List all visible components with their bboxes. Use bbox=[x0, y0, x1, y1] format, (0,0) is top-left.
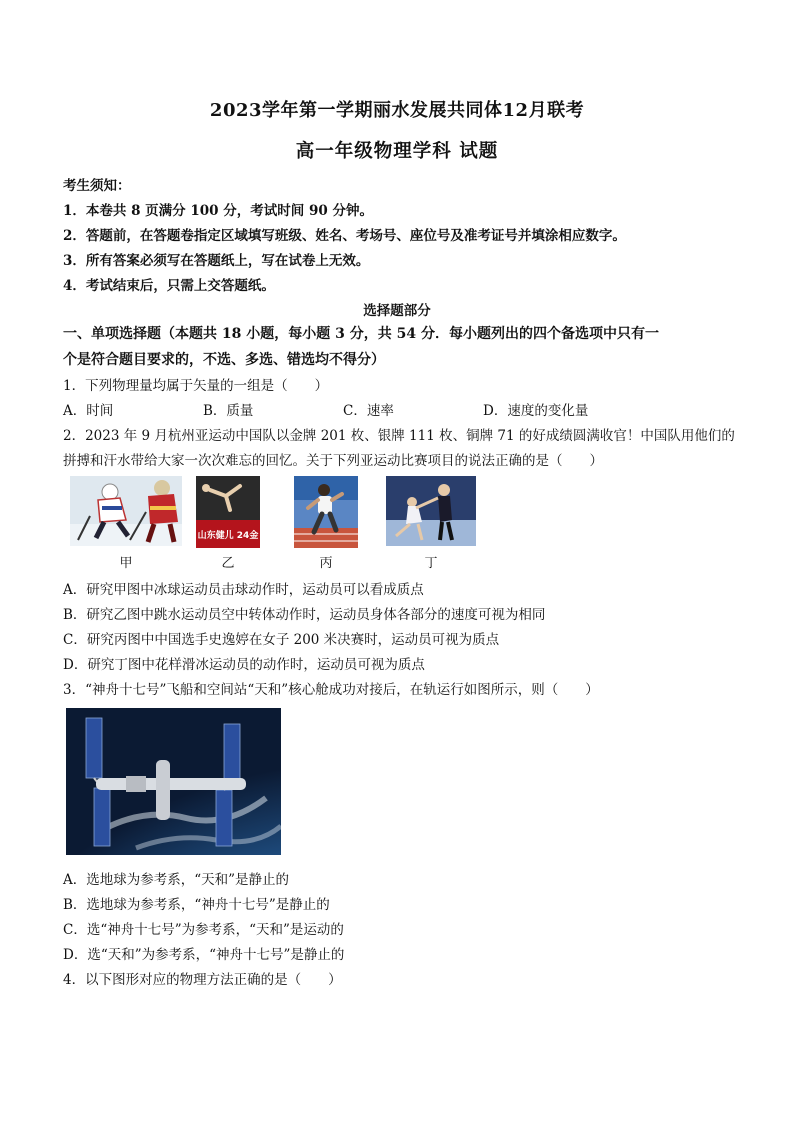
q2-image-yi-diving bbox=[196, 476, 260, 548]
notice-item-3: 3．所有答案必须写在答题纸上，写在试卷上无效。 bbox=[63, 253, 370, 269]
exam-subtitle: 高一年级物理学科 试题 bbox=[295, 141, 499, 162]
notice-item-4: 4．考试结束后，只需上交答题纸。 bbox=[63, 278, 275, 294]
q3-option-a: A．选地球为参考系，“天和”是静止的 bbox=[63, 872, 290, 888]
q3-stem: 3．“神舟十七号”飞船和空间站“天和”核心舱成功对接后，在轨运行如图所示，则（ ） bbox=[63, 682, 599, 698]
q2-image-yi-caption: 山东健儿 24金 bbox=[197, 531, 259, 541]
section-title: 选择题部分 bbox=[363, 303, 431, 319]
q3-option-c: C．选“神舟十七号”为参考系，“天和”是运动的 bbox=[63, 922, 344, 938]
section-instruction-2: 个是符合题目要求的，不选、多选、错选均不得分） bbox=[63, 352, 385, 368]
q2-caption-ding: 丁 bbox=[424, 556, 438, 571]
q1-stem: 1．下列物理量均属于矢量的一组是（ ） bbox=[63, 378, 329, 394]
q2-caption-jia: 甲 bbox=[119, 556, 133, 571]
q2-image-bing-sprint bbox=[294, 476, 358, 548]
q2-stem-line1: 2．2023 年 9 月杭州亚运动中国队以金牌 201 枚、银牌 111 枚、铜牌 71 的好成绩圆满收官！中国队用他们的 bbox=[63, 428, 735, 444]
q3-option-b: B．选地球为参考系，“神舟十七号”是静止的 bbox=[63, 897, 330, 913]
q2-option-a: A．研究甲图中冰球运动员击球动作时，运动员可以看成质点 bbox=[63, 582, 424, 598]
q1-option-c: C．速率 bbox=[343, 403, 394, 419]
section-instruction-1: 一、单项选择题（本题共 18 小题，每小题 3 分，共 54 分．每小题列出的四个备选项中只有一 bbox=[63, 326, 659, 342]
q2-caption-yi: 乙 bbox=[221, 556, 235, 571]
q1-option-d: D．速度的变化量 bbox=[483, 403, 589, 419]
q2-image-jia-ice-hockey bbox=[70, 476, 182, 546]
q3-option-d: D．选“天和”为参考系，“神舟十七号”是静止的 bbox=[63, 947, 345, 963]
q2-stem-line2: 拼搏和汗水带给大家一次次难忘的回忆。关于下列亚运动比赛项目的说法正确的是（ ） bbox=[63, 453, 603, 469]
q2-image-ding-skating bbox=[386, 476, 476, 546]
q1-option-b: B．质量 bbox=[203, 403, 254, 419]
notice-item-2: 2．答题前，在答题卷指定区域填写班级、姓名、考场号、座位号及准考证号并填涂相应数字。 bbox=[63, 228, 626, 244]
exam-title: 2023学年第一学期丽水发展共同体12月联考 bbox=[209, 100, 585, 121]
q2-option-c: C．研究丙图中中国选手史逸婷在女子 200 米决赛时，运动员可视为质点 bbox=[63, 632, 500, 648]
q2-option-b: B．研究乙图中跳水运动员空中转体动作时，运动员身体各部分的速度可视为相同 bbox=[63, 607, 546, 623]
q3-image-space-station bbox=[66, 708, 281, 855]
q2-option-d: D．研究丁图中花样滑冰运动员的动作时，运动员可视为质点 bbox=[63, 657, 425, 673]
notice-heading: 考生须知： bbox=[63, 178, 131, 194]
q1-option-a: A．时间 bbox=[63, 403, 114, 419]
q4-stem: 4．以下图形对应的物理方法正确的是（ ） bbox=[63, 972, 342, 988]
notice-item-1: 1．本卷共 8 页满分 100 分，考试时间 90 分钟。 bbox=[63, 203, 373, 219]
q2-caption-bing: 丙 bbox=[319, 556, 333, 571]
